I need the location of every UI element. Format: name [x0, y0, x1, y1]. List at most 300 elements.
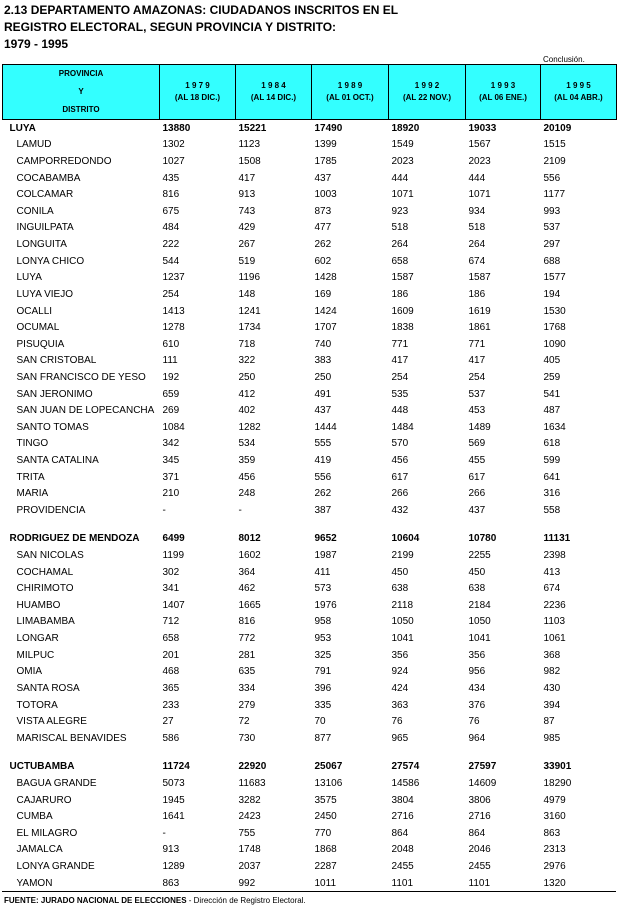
district-name: EL MILAGRO	[16, 827, 78, 839]
value-cell: 771	[391, 338, 409, 350]
value-cell: 617	[391, 471, 409, 483]
value-cell: 877	[314, 732, 332, 744]
province-name: RODRIGUEZ DE MENDOZA	[9, 533, 140, 545]
header-year-1989	[312, 65, 389, 120]
value-cell: 1071	[391, 189, 414, 201]
district-row	[3, 253, 617, 270]
value-cell: 1003	[314, 189, 337, 201]
value-cell: 569	[468, 438, 486, 450]
value-cell: 1748	[238, 844, 261, 856]
header-year-1992	[389, 65, 466, 120]
value-cell: 269	[162, 405, 180, 417]
district-name: LUYA VIEJO	[16, 288, 74, 300]
value-cell: 325	[314, 649, 332, 661]
district-name: VISTA ALEGRE	[16, 716, 87, 728]
district-name: MARIA	[16, 488, 49, 500]
value-cell: 599	[543, 454, 561, 466]
value-cell: 376	[468, 699, 486, 711]
value-cell: 1577	[543, 272, 566, 284]
value-cell: 33901	[543, 761, 572, 773]
value-cell: 371	[162, 471, 180, 483]
value-cell: 923	[391, 205, 409, 217]
value-cell: 111	[162, 355, 178, 367]
district-row	[3, 402, 617, 419]
value-cell: 772	[238, 633, 256, 645]
value-cell: 1609	[391, 305, 414, 317]
value-cell: 1868	[314, 844, 337, 856]
district-row	[3, 153, 617, 170]
conclusion-note: Conclusión.	[543, 55, 585, 64]
value-cell: 982	[543, 666, 561, 678]
value-cell: 194	[543, 288, 561, 300]
header-year: 1 9 9 2	[414, 81, 440, 90]
header-year: 1 9 7 9	[185, 81, 210, 90]
value-cell: 534	[238, 438, 256, 450]
value-cell: 953	[314, 633, 332, 645]
value-cell: 1041	[468, 633, 491, 645]
district-name: YAMON	[16, 877, 53, 889]
value-cell: 222	[162, 239, 180, 251]
value-cell: 864	[391, 827, 409, 839]
value-cell: 444	[468, 172, 486, 184]
value-cell: 965	[391, 732, 409, 744]
source-label: FUENTE: JURADO NACIONAL DE ELECCIONES	[4, 896, 187, 905]
title-line-3: 1979 - 1995	[4, 37, 69, 51]
value-cell: 556	[543, 172, 561, 184]
voters-table	[2, 64, 617, 891]
value-cell: 76	[391, 716, 403, 728]
value-cell: 432	[391, 504, 409, 516]
header-row	[3, 65, 617, 120]
value-cell: 4979	[543, 794, 566, 806]
value-cell: 1237	[162, 272, 185, 284]
value-cell: 2048	[391, 844, 414, 856]
value-cell: 27597	[468, 761, 497, 773]
value-cell: -	[238, 504, 242, 516]
district-name: CAJARURO	[16, 794, 72, 806]
value-cell: 302	[162, 566, 180, 578]
value-cell: 3806	[468, 794, 491, 806]
value-cell: 518	[391, 222, 409, 234]
value-cell: 435	[162, 172, 180, 184]
district-name: JAMALCA	[16, 844, 63, 856]
header-year: 1 9 8 4	[261, 81, 286, 90]
value-cell: 22920	[238, 761, 267, 773]
value-cell: 254	[391, 371, 409, 383]
value-cell: 417	[391, 355, 409, 367]
value-cell: 1587	[391, 272, 414, 284]
value-cell: 1041	[391, 633, 414, 645]
value-cell: 455	[468, 454, 486, 466]
value-cell: 1707	[314, 322, 337, 334]
value-cell: 770	[314, 827, 332, 839]
value-cell: 1061	[543, 633, 566, 645]
value-cell: 364	[238, 566, 256, 578]
value-cell: 1785	[314, 156, 337, 168]
spacer-cell	[3, 747, 617, 759]
value-cell: 1399	[314, 139, 337, 151]
district-row	[3, 580, 617, 597]
value-cell: 11724	[162, 761, 190, 773]
value-cell: 267	[238, 239, 256, 251]
value-cell: 2046	[468, 844, 491, 856]
header-year-1984	[236, 65, 312, 120]
value-cell: 72	[238, 716, 250, 728]
value-cell: 1641	[162, 811, 185, 823]
value-cell: 14609	[468, 777, 497, 789]
header-province	[3, 65, 160, 120]
value-cell: 1602	[238, 550, 261, 562]
value-cell: 816	[162, 189, 180, 201]
value-cell: 537	[543, 222, 561, 234]
district-name: INGUILPATA	[16, 222, 74, 234]
value-cell: 76	[468, 716, 480, 728]
district-row	[3, 775, 617, 792]
district-row	[3, 664, 617, 681]
value-cell: 13880	[162, 122, 191, 134]
value-cell: 13106	[314, 777, 343, 789]
value-cell: 169	[314, 288, 332, 300]
value-cell: 618	[543, 438, 561, 450]
district-name: LAMUD	[16, 139, 52, 151]
value-cell: -	[162, 504, 166, 516]
value-cell: 383	[314, 355, 332, 367]
value-cell: 419	[314, 454, 332, 466]
district-name: LONGUITA	[16, 239, 67, 251]
value-cell: 316	[543, 488, 561, 500]
value-cell: 555	[314, 438, 332, 450]
value-cell: 429	[238, 222, 256, 234]
value-cell: 2184	[468, 599, 491, 611]
value-cell: 1289	[162, 861, 185, 872]
value-cell: 544	[162, 255, 180, 267]
value-cell: 1976	[314, 599, 337, 611]
value-cell: 2716	[391, 811, 414, 823]
district-name: COLCAMAR	[16, 189, 74, 201]
value-cell: 1665	[238, 599, 261, 611]
value-cell: 259	[543, 371, 561, 383]
district-row	[3, 436, 617, 453]
value-cell: 873	[314, 205, 332, 217]
value-cell: 394	[543, 699, 561, 711]
district-name: SAN FRANCISCO DE YESO	[16, 371, 146, 383]
district-name: MARISCAL BENAVIDES	[16, 732, 127, 744]
value-cell: 864	[468, 827, 486, 839]
value-cell: 1567	[468, 139, 491, 151]
value-cell: 558	[543, 504, 561, 516]
value-cell: 1199	[162, 550, 185, 562]
district-name: CAMPORREDONDO	[16, 156, 112, 168]
document-title	[4, 2, 564, 53]
district-row	[3, 369, 617, 386]
value-cell: 658	[391, 255, 409, 267]
value-cell: 863	[543, 827, 561, 839]
value-cell: 641	[543, 471, 561, 483]
value-cell: 638	[468, 583, 486, 595]
district-name: HUAMBO	[16, 599, 61, 611]
value-cell: 635	[238, 666, 256, 678]
value-cell: 1530	[543, 305, 566, 317]
value-cell: 2313	[543, 844, 566, 856]
district-row	[3, 730, 617, 747]
value-cell: 342	[162, 438, 180, 450]
value-cell: 11131	[543, 533, 571, 545]
value-cell: 27	[162, 716, 174, 728]
value-cell: 2023	[391, 156, 414, 168]
value-cell: 412	[238, 388, 256, 400]
value-cell: 262	[314, 239, 332, 251]
value-cell: 1413	[162, 305, 185, 317]
value-cell: 985	[543, 732, 561, 744]
district-row	[3, 713, 617, 730]
value-cell: 1050	[468, 616, 491, 628]
value-cell: 816	[238, 616, 256, 628]
value-cell: 297	[543, 239, 561, 251]
value-cell: 956	[468, 666, 486, 678]
value-cell: 791	[314, 666, 332, 678]
value-cell: 345	[162, 454, 180, 466]
district-name: MILPUC	[16, 649, 55, 661]
value-cell: 448	[391, 405, 409, 417]
district-row	[3, 842, 617, 859]
value-cell: 2109	[543, 156, 566, 168]
value-cell: 743	[238, 205, 256, 217]
value-cell: 771	[468, 338, 486, 350]
value-cell: 934	[468, 205, 486, 217]
value-cell: 10604	[391, 533, 420, 545]
value-cell: 430	[543, 682, 561, 694]
value-cell: 210	[162, 488, 180, 500]
district-name: LONYA GRANDE	[16, 861, 95, 872]
value-cell: 1768	[543, 322, 566, 334]
district-row	[3, 858, 617, 875]
district-row	[3, 186, 617, 203]
value-cell: 658	[162, 633, 180, 645]
district-name: PISUQUIA	[16, 338, 65, 350]
district-name: SANTA ROSA	[16, 682, 80, 694]
value-cell: 1734	[238, 322, 261, 334]
value-cell: 2287	[314, 861, 337, 872]
value-cell: 1011	[314, 877, 337, 889]
value-cell: 2037	[238, 861, 261, 872]
value-cell: 359	[238, 454, 256, 466]
value-cell: 417	[468, 355, 486, 367]
value-cell: 356	[468, 649, 486, 661]
district-name: TOTORA	[16, 699, 58, 711]
value-cell: 411	[314, 566, 331, 578]
value-cell: 1103	[543, 616, 566, 628]
value-cell: 266	[391, 488, 409, 500]
value-cell: 2450	[314, 811, 337, 823]
value-cell: 5073	[162, 777, 185, 789]
district-row	[3, 630, 617, 647]
value-cell: 659	[162, 388, 180, 400]
value-cell: 27574	[391, 761, 420, 773]
value-cell: 712	[162, 616, 180, 628]
value-cell: 1838	[391, 322, 414, 334]
value-cell: 617	[468, 471, 486, 483]
district-name: BAGUA GRANDE	[16, 777, 97, 789]
value-cell: 2976	[543, 861, 566, 872]
value-cell: 537	[468, 388, 486, 400]
value-cell: 186	[468, 288, 486, 300]
district-row	[3, 137, 617, 154]
value-cell: 1123	[238, 139, 261, 151]
value-cell: 674	[468, 255, 486, 267]
district-name: TINGO	[16, 438, 49, 450]
value-cell: 266	[468, 488, 486, 500]
district-row	[3, 564, 617, 581]
district-row	[3, 680, 617, 697]
value-cell: 1050	[391, 616, 414, 628]
value-cell: 913	[238, 189, 256, 201]
value-cell: 250	[314, 371, 332, 383]
value-cell: 518	[468, 222, 486, 234]
district-row	[3, 286, 617, 303]
value-cell: 519	[238, 255, 256, 267]
header-year-1979	[160, 65, 236, 120]
district-row	[3, 419, 617, 436]
value-cell: 1424	[314, 305, 337, 317]
value-cell: 1302	[162, 139, 185, 151]
header-year: 1 9 8 9	[337, 81, 363, 90]
value-cell: 610	[162, 338, 180, 350]
value-cell: 3575	[314, 794, 337, 806]
value-cell: 334	[238, 682, 256, 694]
value-cell: 863	[162, 877, 180, 889]
province-row	[3, 531, 617, 548]
value-cell: 335	[314, 699, 332, 711]
province-name: LUYA	[9, 122, 36, 134]
district-name: LONYA CHICO	[16, 255, 85, 267]
value-cell: 19033	[468, 122, 497, 134]
value-cell: 434	[468, 682, 486, 694]
value-cell: 87	[543, 716, 555, 728]
source-text: - Dirección de Registro Electoral.	[186, 896, 306, 905]
value-cell: 2455	[391, 861, 414, 872]
value-cell: 477	[314, 222, 332, 234]
value-cell: 1071	[468, 189, 491, 201]
district-name: LIMABAMBA	[16, 616, 75, 628]
value-cell: 248	[238, 488, 256, 500]
value-cell: 437	[314, 405, 332, 417]
value-cell: 201	[162, 649, 180, 661]
district-name: CONILA	[16, 205, 54, 217]
value-cell: 2716	[468, 811, 491, 823]
value-cell: 9652	[314, 533, 337, 545]
value-cell: 1407	[162, 599, 185, 611]
value-cell: 17490	[314, 122, 343, 134]
value-cell: 456	[391, 454, 409, 466]
value-cell: 924	[391, 666, 409, 678]
value-cell: 70	[314, 716, 326, 728]
value-cell: -	[162, 827, 166, 839]
value-cell: 2236	[543, 599, 566, 611]
value-cell: 254	[162, 288, 180, 300]
value-cell: 688	[543, 255, 561, 267]
value-cell: 437	[314, 172, 332, 184]
header-year: 1 9 9 5	[566, 81, 591, 90]
district-row	[3, 597, 617, 614]
district-row	[3, 502, 617, 519]
value-cell: 1320	[543, 877, 566, 889]
value-cell: 1508	[238, 156, 261, 168]
header-date: (AL 14 DIC.)	[250, 93, 297, 102]
value-cell: 10780	[468, 533, 497, 545]
value-cell: 913	[162, 844, 180, 856]
value-cell: 2199	[391, 550, 414, 562]
value-cell: 233	[162, 699, 180, 711]
header-date: (AL 22 NOV.)	[402, 93, 451, 102]
value-cell: 674	[543, 583, 561, 595]
value-cell: 368	[543, 649, 561, 661]
value-cell: 2255	[468, 550, 491, 562]
district-row	[3, 452, 617, 469]
value-cell: 586	[162, 732, 180, 744]
province-row	[3, 759, 617, 776]
value-cell: 3160	[543, 811, 566, 823]
value-cell: 437	[468, 504, 486, 516]
district-name: LONGAR	[16, 633, 59, 645]
header-date: (AL 04 ABR.)	[554, 93, 603, 102]
district-name: CHIRIMOTO	[16, 583, 74, 595]
value-cell: 1428	[314, 272, 337, 284]
value-cell: 356	[391, 649, 409, 661]
district-row	[3, 875, 617, 892]
value-cell: 341	[162, 583, 180, 595]
district-name: SANTA CATALINA	[16, 454, 99, 466]
value-cell: 365	[162, 682, 180, 694]
value-cell: 1515	[543, 139, 566, 151]
district-name: PROVIDENCIA	[16, 504, 86, 516]
district-row	[3, 614, 617, 631]
value-cell: 250	[238, 371, 256, 383]
value-cell: 1489	[468, 421, 491, 433]
district-row	[3, 808, 617, 825]
district-name: SAN JERONIMO	[16, 388, 93, 400]
value-cell: 20109	[543, 122, 572, 134]
header-date: (AL 06 ENE.)	[479, 93, 527, 102]
district-name: LUYA	[16, 272, 42, 284]
district-name: COCABAMBA	[16, 172, 81, 184]
district-name: SAN CRISTOBAL	[16, 355, 97, 367]
value-cell: 1587	[468, 272, 491, 284]
value-cell: 573	[314, 583, 332, 595]
district-row	[3, 647, 617, 664]
value-cell: 18290	[543, 777, 572, 789]
value-cell: 417	[238, 172, 256, 184]
value-cell: 1090	[543, 338, 566, 350]
value-cell: 2455	[468, 861, 491, 872]
value-cell: 2118	[391, 599, 414, 611]
value-cell: 3282	[238, 794, 261, 806]
district-row	[3, 220, 617, 237]
table-body	[3, 120, 617, 892]
value-cell: 535	[391, 388, 409, 400]
value-cell: 992	[238, 877, 256, 889]
value-cell: 3804	[391, 794, 414, 806]
value-cell: 192	[162, 371, 180, 383]
value-cell: 186	[391, 288, 409, 300]
header-date: (AL 18 DIC.)	[174, 93, 221, 102]
district-name: SAN JUAN DE LOPECANCHA	[16, 405, 155, 417]
district-row	[3, 336, 617, 353]
value-cell: 254	[468, 371, 486, 383]
footer-divider	[2, 891, 616, 892]
value-cell: 675	[162, 205, 180, 217]
value-cell: 1484	[391, 421, 414, 433]
header-province-line: DISTRITO	[62, 105, 100, 114]
